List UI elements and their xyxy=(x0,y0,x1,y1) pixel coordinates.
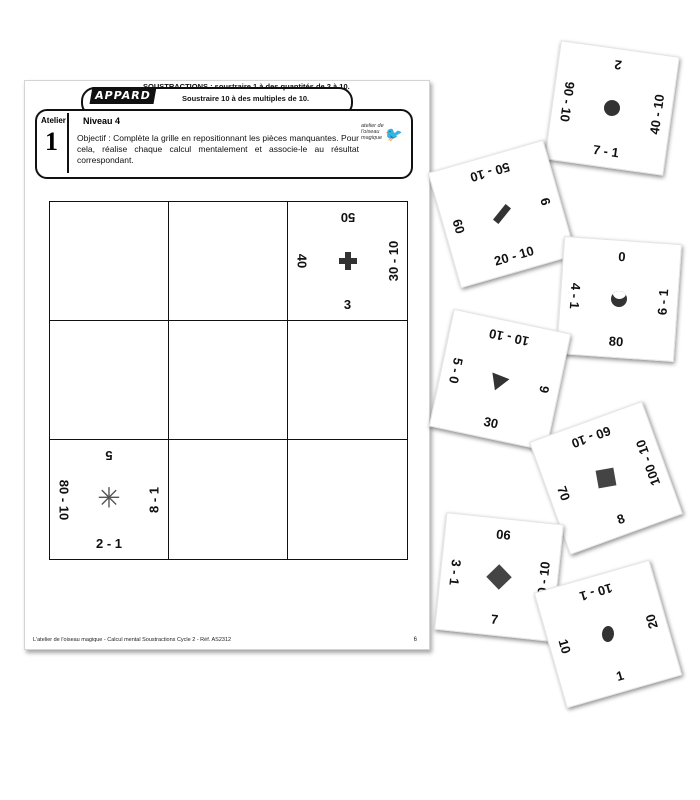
atelier-label: Atelier xyxy=(41,116,66,125)
piece-top-label: 5 xyxy=(105,448,113,463)
piece-top-label: 60 - 10 xyxy=(569,423,613,452)
square-icon xyxy=(596,468,617,489)
asterisk-icon: ✳ xyxy=(97,482,121,514)
title-line-1: SOUSTRACTIONS : soustraire 1 à des quantités de 2 à 10. xyxy=(143,82,350,91)
footer-reference: L'atelier de l'oiseau magique - Calcul mental Soustractions Cycle 2 - Réf. AS2312 xyxy=(33,637,232,643)
piece-right-label: 8 - 1 xyxy=(146,486,162,513)
piece-bottom-label: 7 - 1 xyxy=(592,141,620,161)
worksheet-page xyxy=(24,80,430,650)
piece-bottom-label: 8 xyxy=(614,510,627,528)
grid-cell[interactable] xyxy=(50,321,169,440)
grid-cell[interactable] xyxy=(288,440,407,559)
grid-piece xyxy=(288,202,407,320)
piece-left-label: 80 - 10 xyxy=(56,479,72,520)
piece-top-label: 90 xyxy=(495,526,512,543)
niveau-label: Niveau 4 xyxy=(83,116,121,126)
piece-right-label: 30 - 10 xyxy=(385,240,401,282)
piece-top-label: 10 - 10 xyxy=(487,325,531,349)
grid-cell[interactable] xyxy=(169,321,288,440)
piece-left-label: 3 - 1 xyxy=(446,558,465,587)
plus-icon xyxy=(339,252,357,270)
loose-piece[interactable] xyxy=(429,309,571,451)
grid-cell[interactable] xyxy=(50,202,169,321)
diamond-icon xyxy=(486,564,511,589)
grid-cell[interactable] xyxy=(288,202,407,321)
piece-top-label: 0 xyxy=(617,248,627,265)
piece-top-label: 10 - 1 xyxy=(577,580,615,604)
piece-bottom-label: 30 xyxy=(482,413,500,432)
loose-piece[interactable] xyxy=(544,40,680,176)
title-line-2: Soustraire 10 à des multiples de 10. xyxy=(182,94,310,103)
brand-logo xyxy=(361,123,401,142)
appar-logo: APPARD xyxy=(90,87,157,104)
piece-left-label: 10 xyxy=(555,637,574,656)
page-number: 6 xyxy=(413,637,417,643)
triangle-icon xyxy=(492,370,510,390)
piece-right-label: 70 - 10 xyxy=(533,560,553,603)
piece-left-label: 70 xyxy=(554,484,574,503)
loose-piece[interactable] xyxy=(428,140,576,288)
piece-bottom-label: 3 xyxy=(343,297,352,312)
loose-piece[interactable] xyxy=(556,236,682,362)
piece-top-label: 50 xyxy=(340,210,355,225)
bird-icon: 🐦 xyxy=(383,126,401,142)
atelier-number: 1 xyxy=(45,127,58,156)
piece-left-label: 5 - 0 xyxy=(445,356,467,385)
piece-right-label: 20 xyxy=(642,612,661,631)
piece-bottom-label: 2 - 1 xyxy=(95,536,123,551)
piece-right-label: 6 xyxy=(535,384,553,395)
grid-cell[interactable] xyxy=(169,202,288,321)
divider xyxy=(67,113,69,173)
brand-text: atelier de l'oiseau magique xyxy=(361,123,384,141)
piece-right-label: 6 - 1 xyxy=(654,288,672,316)
grid-cell[interactable] xyxy=(169,440,288,559)
crescent-icon xyxy=(610,290,627,307)
piece-bottom-label: 1 xyxy=(614,667,626,685)
piece-bottom-label: 80 xyxy=(608,333,624,350)
grid-cell[interactable] xyxy=(50,440,169,559)
bar-icon xyxy=(493,204,511,224)
puzzle-grid xyxy=(49,201,408,560)
piece-right-label: 9 xyxy=(537,196,554,208)
piece-top-label: 2 xyxy=(613,56,623,73)
grid-cell[interactable] xyxy=(288,321,407,440)
piece-left-label: 60 xyxy=(449,217,468,236)
instructions-box xyxy=(35,109,413,179)
ellipse-icon xyxy=(601,626,614,643)
grid-piece xyxy=(50,440,168,559)
piece-left-label: 90 - 10 xyxy=(557,80,578,123)
circle-icon xyxy=(603,99,621,117)
piece-top-label: 50 - 10 xyxy=(468,159,512,185)
piece-left-label: 4 - 1 xyxy=(566,282,584,310)
piece-right-label: 40 - 10 xyxy=(646,93,667,136)
piece-bottom-label: 7 xyxy=(490,611,499,628)
piece-bottom-label: 20 - 10 xyxy=(492,243,536,269)
piece-left-label: 40 xyxy=(294,253,310,269)
piece-right-label: 100 - 10 xyxy=(633,437,664,488)
objectif-text: Objectif : Complète la grille en repositionnant les pièces manquantes. Pour cela, réalise chaque calcul mentalement et associe-le au résultat correspondant. xyxy=(77,133,359,165)
